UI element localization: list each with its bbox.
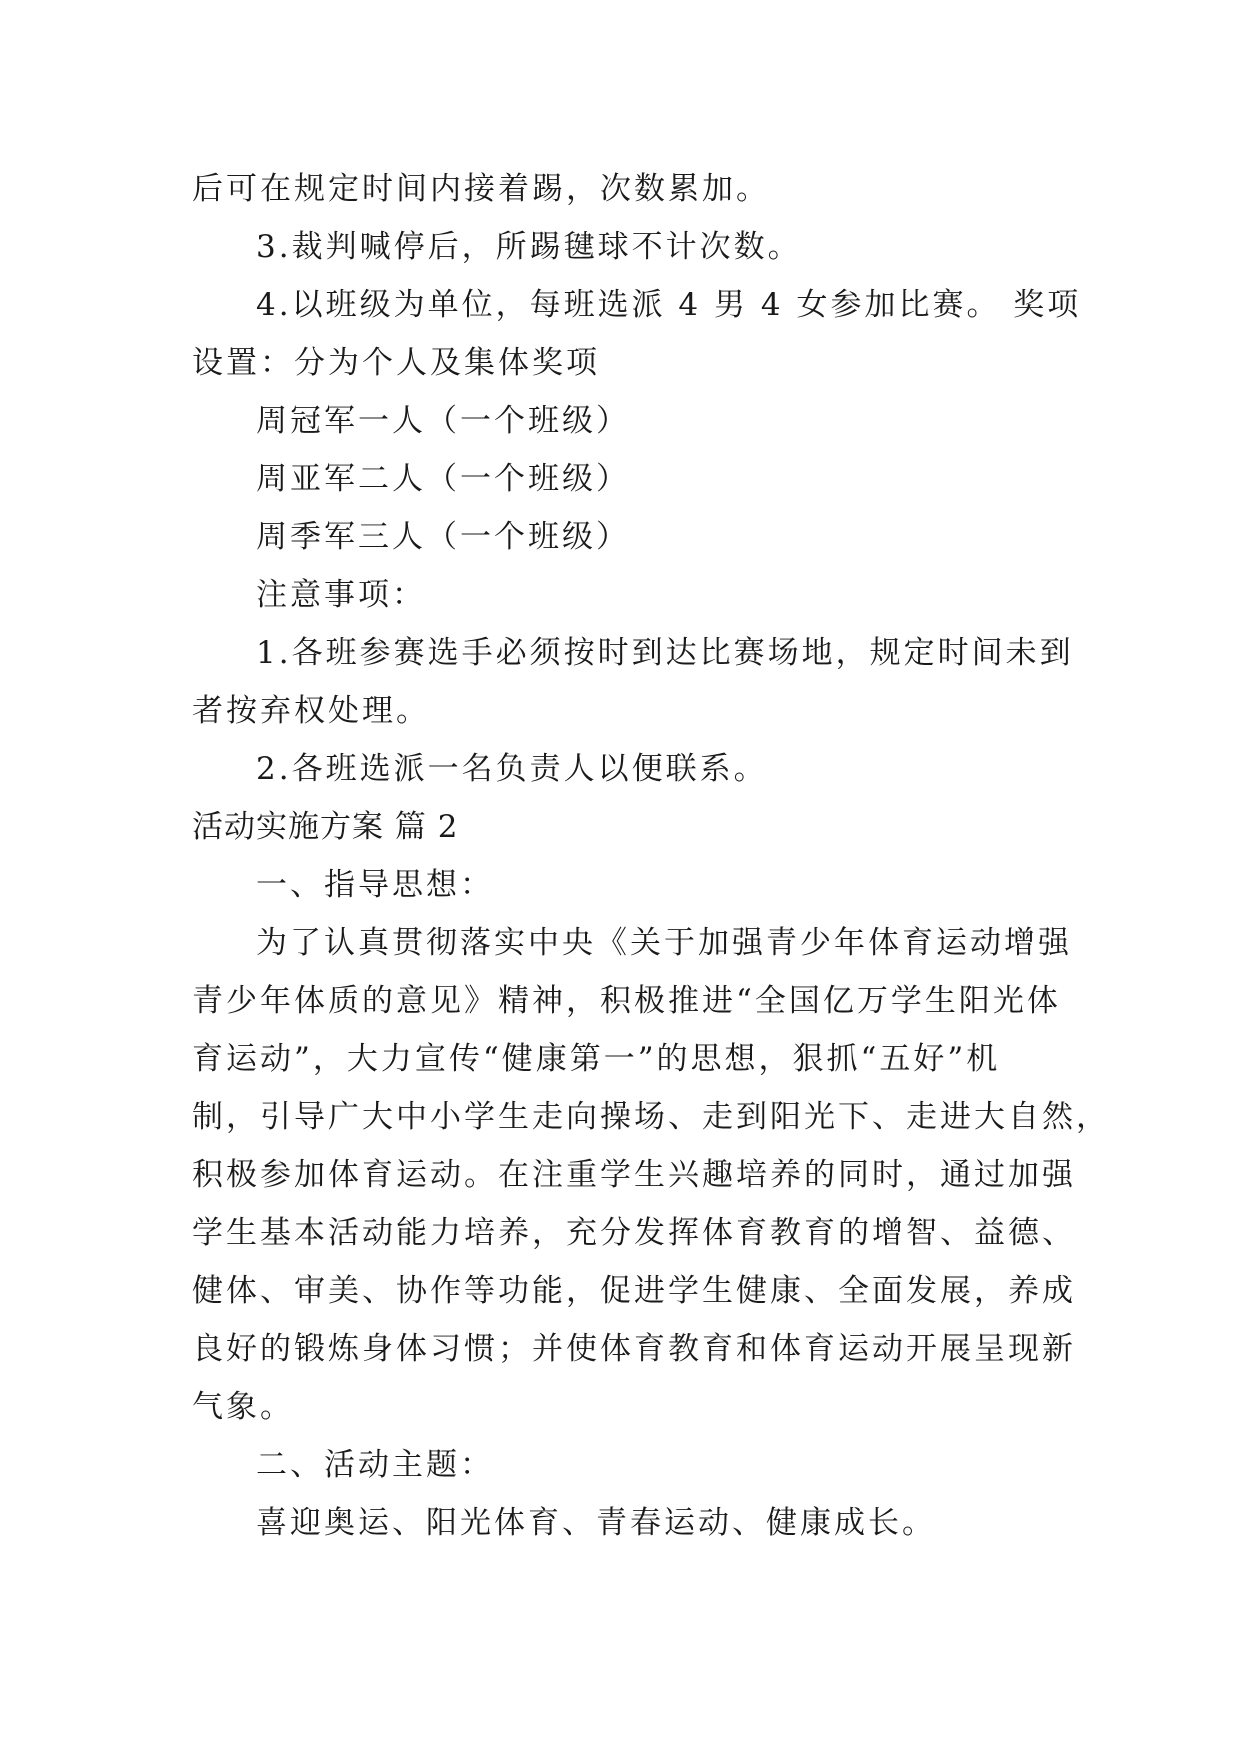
- paragraph-line: 为了认真贯彻落实中央《关于加强青少年体育运动增强: [256, 925, 1072, 961]
- paragraph-line: 健体、审美、协作等功能，促进学生健康、全面发展，养成: [192, 1273, 1076, 1309]
- paragraph-line: 制，引导广大中小学生走向操场、走到阳光下、走进大自然，: [192, 1099, 1110, 1135]
- paragraph-line: 育运动”，大力宣传“健康第一”的思想，狠抓“五好”机: [192, 1041, 1001, 1077]
- guiding-ideology-heading: 一、指导思想：: [256, 867, 494, 903]
- paragraph-line: 设置：分为个人及集体奖项: [192, 345, 600, 381]
- activity-theme-heading: 二、活动主题：: [256, 1447, 494, 1483]
- paragraph-line: 良好的锻炼身体习惯；并使体育教育和体育运动开展呈现新: [192, 1331, 1076, 1367]
- rule-item-4: 4.以班级为单位，每班选派 4 男 4 女参加比赛。 奖项: [256, 287, 1082, 323]
- paragraph-line: 气象。: [192, 1389, 294, 1425]
- note-item-2: 2.各班选派一名负责人以便联系。: [256, 751, 768, 787]
- paragraph-line: 青少年体质的意见》精神，积极推进“全国亿万学生阳光体: [192, 983, 1061, 1019]
- paragraph-line: 后可在规定时间内接着踢，次数累加。: [192, 171, 770, 207]
- paragraph-line: 学生基本活动能力培养，充分发挥体育教育的增智、益德、: [192, 1215, 1076, 1251]
- document-body: [192, 160, 1110, 1552]
- activity-theme-text: 喜迎奥运、阳光体育、青春运动、健康成长。: [256, 1505, 936, 1541]
- award-third: 周季军三人（一个班级）: [256, 519, 630, 555]
- award-second: 周亚军二人（一个班级）: [256, 461, 630, 497]
- note-item-1: 1.各班参赛选手必须按时到达比赛场地，规定时间未到: [256, 635, 1074, 671]
- award-first: 周冠军一人（一个班级）: [256, 403, 630, 439]
- paragraph-line: 积极参加体育运动。在注重学生兴趣培养的同时，通过加强: [192, 1157, 1076, 1193]
- section-title: 活动实施方案 篇 2: [192, 809, 459, 845]
- paragraph-line: 者按弃权处理。: [192, 693, 430, 729]
- rule-item-3: 3.裁判喊停后，所踢毽球不计次数。: [256, 229, 802, 265]
- notes-heading: 注意事项：: [256, 577, 426, 613]
